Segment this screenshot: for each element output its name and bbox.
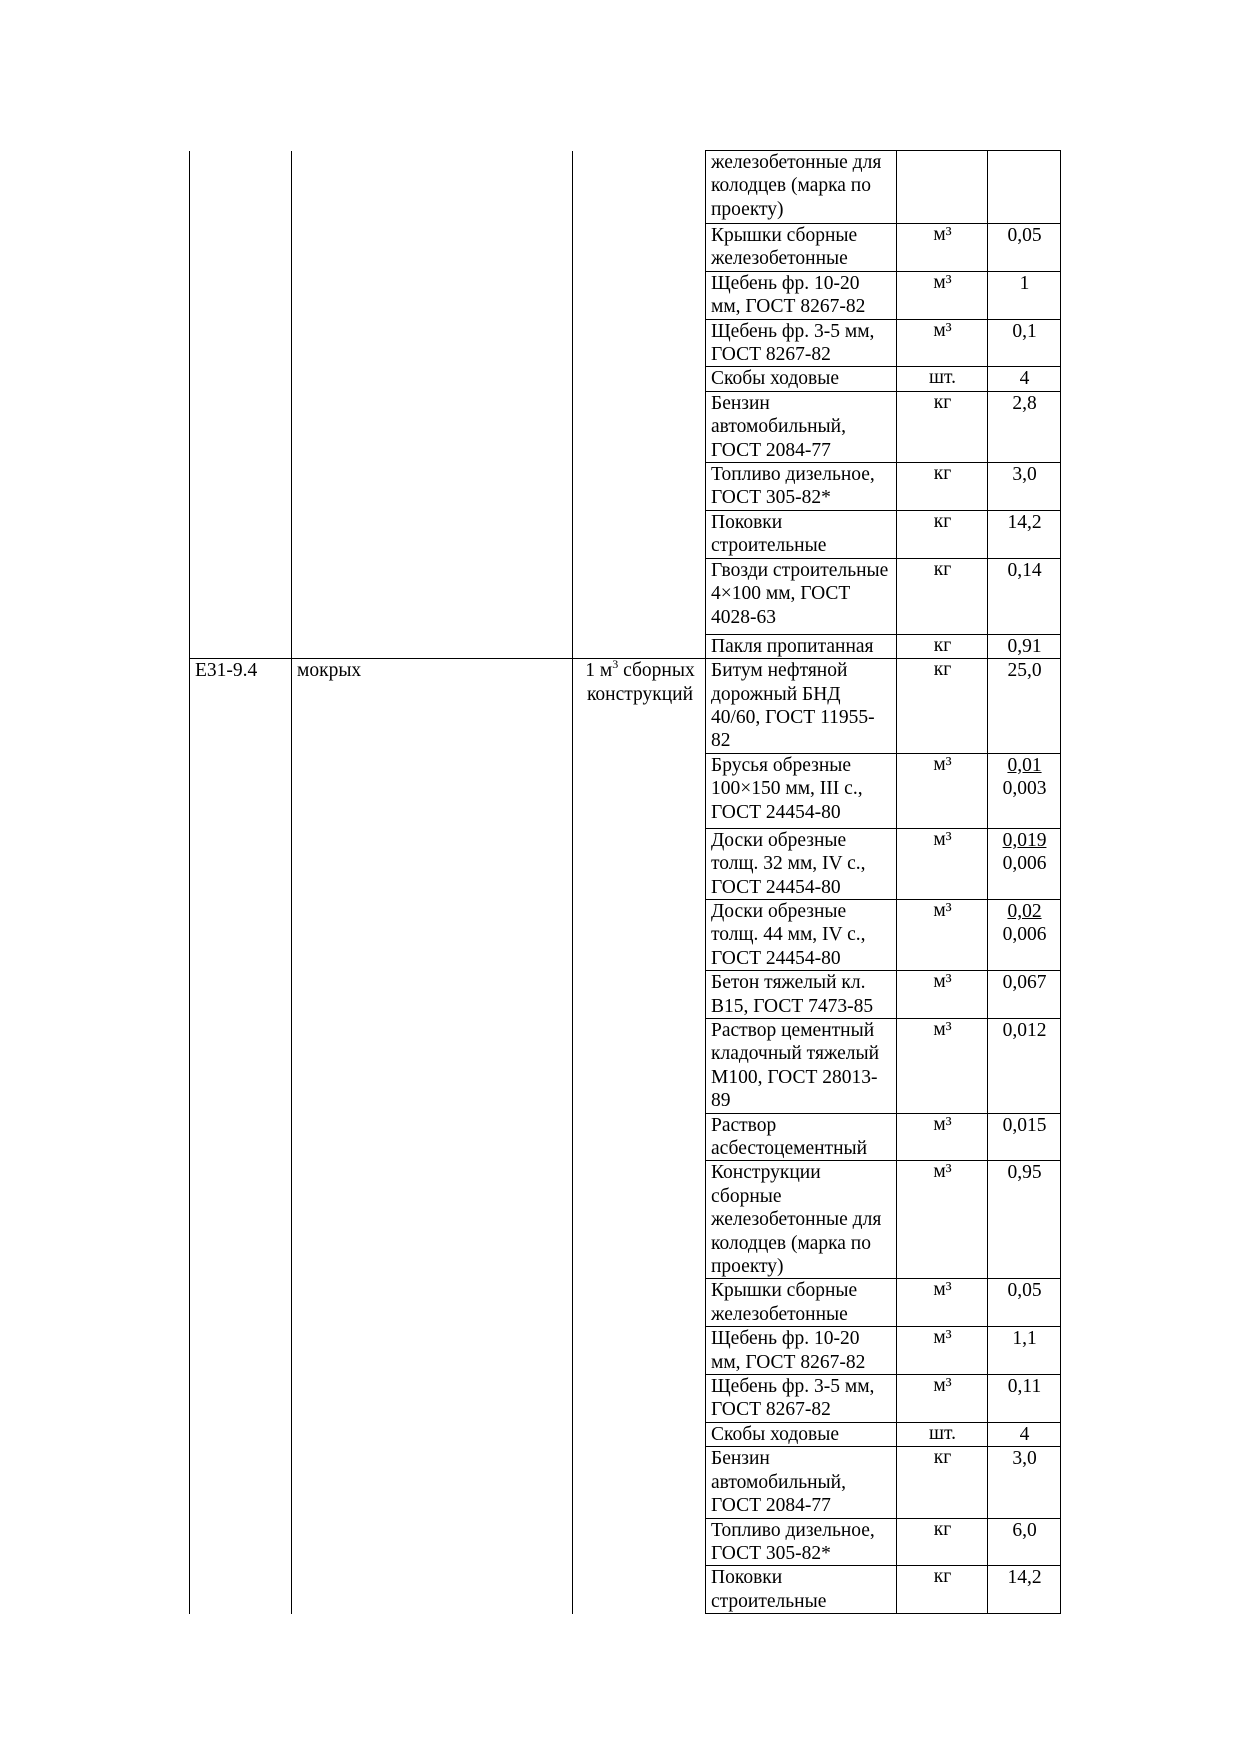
unit-of-work-cell-empty <box>573 367 706 391</box>
table-row <box>190 753 1061 828</box>
quantity-cell <box>988 391 1061 462</box>
unit-cell <box>897 753 988 828</box>
code-cell-empty <box>190 1518 292 1566</box>
unit-cell <box>897 319 988 367</box>
measure-unit-text: м³ <box>933 319 952 341</box>
quantity-value: 3,0 <box>1012 464 1037 486</box>
unit-of-work-cell-empty <box>573 510 706 558</box>
table-row <box>190 899 1061 970</box>
material-cell: Битум нефтяной дорожный БНД 40/60, ГОСТ 11955-82 <box>706 659 897 754</box>
unit-of-work-cell-empty <box>573 391 706 462</box>
quantity-value: 0,05 <box>1007 225 1042 246</box>
code-cell-empty <box>190 367 292 391</box>
material-cell: Поковки строительные <box>706 1566 897 1614</box>
unit-of-work-cell-empty <box>573 1422 706 1446</box>
quantity-cell <box>988 1518 1061 1566</box>
table-row <box>190 391 1061 462</box>
code-cell-empty <box>190 224 292 272</box>
table-row <box>190 463 1061 511</box>
unit-of-work-cell-empty <box>573 1375 706 1423</box>
table-row <box>190 659 1061 754</box>
name-cell-empty <box>292 510 573 558</box>
code-cell-empty <box>190 971 292 1019</box>
measure-unit-text: м³ <box>933 271 952 293</box>
name-cell-empty <box>292 271 573 319</box>
name-cell-empty <box>292 463 573 511</box>
unit-cell <box>897 1518 988 1566</box>
measure-unit-text: кг <box>933 659 952 681</box>
code-cell-empty <box>190 634 292 658</box>
code-cell-empty <box>190 753 292 828</box>
table-row <box>190 1161 1061 1279</box>
unit-cell <box>897 151 988 224</box>
material-cell: Щебень фр. 10-20 мм, ГОСТ 8267-82 <box>706 1327 897 1375</box>
code-cell-empty <box>190 899 292 970</box>
quantity-value: 0,95 <box>1007 1162 1042 1184</box>
table-row <box>190 510 1061 558</box>
unit-cell <box>897 1327 988 1375</box>
quantity-value: 4 <box>1019 368 1030 390</box>
quantity-cell <box>988 828 1061 899</box>
unit-of-work-cell-empty <box>573 1327 706 1375</box>
quantity-value: 6,0 <box>1012 1519 1037 1541</box>
quantity-cell <box>988 899 1061 970</box>
quantity-value-secondary: 0,006 <box>1002 853 1047 875</box>
unit-cell <box>897 659 988 754</box>
measure-unit-text: м³ <box>933 1375 952 1397</box>
table-row <box>190 1518 1061 1566</box>
quantity-cell <box>988 1018 1061 1113</box>
unit-of-work-cell-empty <box>573 971 706 1019</box>
table-row <box>190 558 1061 634</box>
unit-cell <box>897 224 988 272</box>
code-cell-empty <box>190 151 292 224</box>
measure-unit-text: кг <box>933 391 952 413</box>
code-cell-empty <box>190 463 292 511</box>
quantity-cell <box>988 463 1061 511</box>
code-cell-empty <box>190 1375 292 1423</box>
quantity-value: 1 <box>1019 272 1030 294</box>
measure-unit-text: шт. <box>929 367 956 389</box>
unit-of-work-cell-empty <box>573 319 706 367</box>
quantity-cell <box>988 1375 1061 1423</box>
unit-of-work-cell-empty <box>573 1566 706 1614</box>
unit-of-work-cell <box>573 659 706 754</box>
measure-unit-text: кг <box>933 510 952 532</box>
name-cell-empty <box>292 319 573 367</box>
measure-unit-text: м³ <box>933 828 952 850</box>
quantity-value: 4 <box>1019 1423 1030 1445</box>
quantity-value: 14,2 <box>1007 511 1042 533</box>
unit-cell <box>897 899 988 970</box>
name-cell-empty <box>292 1279 573 1327</box>
material-cell: Доски обрезные толщ. 44 мм, IV с., ГОСТ 24454-80 <box>706 899 897 970</box>
table-row <box>190 1327 1061 1375</box>
table-row <box>190 224 1061 272</box>
quantity-value: 2,8 <box>1012 392 1037 414</box>
table-row <box>190 319 1061 367</box>
material-cell: Гвозди строительные 4×100 мм, ГОСТ 4028-63 <box>706 558 897 634</box>
quantity-cell <box>988 1447 1061 1518</box>
quantity-cell <box>988 1161 1061 1279</box>
name-cell-empty <box>292 1447 573 1518</box>
quantity-value: 25,0 <box>1007 660 1042 682</box>
unit-cell <box>897 1161 988 1279</box>
unit-of-work-cell-empty <box>573 1518 706 1566</box>
measure-unit-text: м³ <box>933 1113 952 1135</box>
measure-unit-text: м³ <box>933 1279 952 1301</box>
measure-unit-text: кг <box>933 558 952 580</box>
material-cell: Брусья обрезные 100×150 мм, III с., ГОСТ 24454-80 <box>706 753 897 828</box>
name-cell-empty <box>292 1113 573 1161</box>
material-cell: Бензин автомобильный, ГОСТ 2084-77 <box>706 391 897 462</box>
unit-of-work-line2: сборных <box>618 660 695 682</box>
unit-of-work-cell-empty <box>573 828 706 899</box>
quantity-value: 0,11 <box>1007 1376 1042 1398</box>
unit-of-work-cell-empty <box>573 634 706 658</box>
name-cell-empty <box>292 1018 573 1113</box>
quantity-cell <box>988 224 1061 272</box>
code-cell-empty <box>190 510 292 558</box>
table-row <box>190 828 1061 899</box>
name-cell-empty <box>292 1161 573 1279</box>
material-cell: Топливо дизельное, ГОСТ 305-82* <box>706 1518 897 1566</box>
measure-unit-text: кг <box>933 1518 952 1540</box>
unit-cell <box>897 391 988 462</box>
code-cell-empty <box>190 1279 292 1327</box>
name-cell-empty <box>292 391 573 462</box>
quantity-cell <box>988 1422 1061 1446</box>
quantity-cell <box>988 753 1061 828</box>
material-cell: Топливо дизельное, ГОСТ 305-82* <box>706 463 897 511</box>
table-row <box>190 1447 1061 1518</box>
unit-of-work-cell-empty <box>573 753 706 828</box>
material-cell: Щебень фр. 3-5 мм, ГОСТ 8267-82 <box>706 319 897 367</box>
measure-unit-text: м³ <box>933 1018 952 1040</box>
name-cell-empty <box>292 1422 573 1446</box>
quantity-value: 0,02 <box>1007 900 1042 922</box>
code-cell-empty <box>190 1447 292 1518</box>
code-cell-empty <box>190 1113 292 1161</box>
material-cell: Щебень фр. 3-5 мм, ГОСТ 8267-82 <box>706 1375 897 1423</box>
name-cell-empty <box>292 151 573 224</box>
code-cell-empty <box>190 558 292 634</box>
measure-unit-text: кг <box>933 634 952 656</box>
unit-cell <box>897 1375 988 1423</box>
quantity-cell <box>988 367 1061 391</box>
unit-cell <box>897 971 988 1019</box>
table-row <box>190 634 1061 658</box>
material-cell: Бензин автомобильный, ГОСТ 2084-77 <box>706 1447 897 1518</box>
unit-cell <box>897 463 988 511</box>
measure-unit-text: кг <box>933 463 952 485</box>
name-cell-empty <box>292 753 573 828</box>
material-cell: Крышки сборные железобетонные <box>706 1279 897 1327</box>
unit-of-work-cell-empty <box>573 1161 706 1279</box>
unit-cell <box>897 1279 988 1327</box>
material-cell: Раствор асбестоцементный <box>706 1113 897 1161</box>
table-row <box>190 271 1061 319</box>
unit-of-work-cell-empty <box>573 558 706 634</box>
material-cell: Крышки сборные железобетонные <box>706 224 897 272</box>
quantity-value: 3,0 <box>1012 1448 1037 1470</box>
table-row <box>190 1018 1061 1113</box>
name-cell-empty <box>292 899 573 970</box>
quantity-value: 0,012 <box>1002 1019 1047 1041</box>
name-cell-empty <box>292 367 573 391</box>
unit-cell <box>897 634 988 658</box>
quantity-cell <box>988 271 1061 319</box>
quantity-value: 1,1 <box>1012 1328 1037 1350</box>
quantity-value-secondary: 0,003 <box>1002 778 1047 800</box>
table-row <box>190 1422 1061 1446</box>
measure-unit-text: м³ <box>933 224 952 245</box>
material-cell: Бетон тяжелый кл. В15, ГОСТ 7473-85 <box>706 971 897 1019</box>
material-cell: Конструкции сборные железобетонные для колодцев (марка по проекту) <box>706 1161 897 1279</box>
material-cell: Раствор цементный кладочный тяжелый М100, ГОСТ 28013-89 <box>706 1018 897 1113</box>
unit-of-work-cell-empty <box>573 224 706 272</box>
material-cell: Пакля пропитанная <box>706 634 897 658</box>
unit-of-work-cell-empty <box>573 1447 706 1518</box>
code-cell-empty <box>190 828 292 899</box>
quantity-cell <box>988 1279 1061 1327</box>
norm-code-cell: Е31-9.4 <box>190 659 292 754</box>
quantity-cell <box>988 510 1061 558</box>
name-cell-empty <box>292 558 573 634</box>
unit-cell <box>897 1447 988 1518</box>
code-cell-empty <box>190 1018 292 1113</box>
name-cell-empty <box>292 1566 573 1614</box>
quantity-cell <box>988 1566 1061 1614</box>
material-cell: Щебень фр. 10-20 мм, ГОСТ 8267-82 <box>706 271 897 319</box>
quantity-value: 0,015 <box>1002 1114 1047 1136</box>
unit-cell <box>897 510 988 558</box>
quantity-value: 0,067 <box>1002 972 1047 994</box>
code-cell-empty <box>190 1566 292 1614</box>
table-row <box>190 1113 1061 1161</box>
name-cell-empty <box>292 971 573 1019</box>
norms-table-body <box>190 151 1061 1614</box>
quantity-cell <box>988 319 1061 367</box>
name-cell-empty <box>292 1327 573 1375</box>
quantity-cell <box>988 971 1061 1019</box>
quantity-value: 0,019 <box>1002 829 1047 851</box>
name-cell-empty <box>292 1375 573 1423</box>
table-row <box>190 367 1061 391</box>
quantity-value: 0,1 <box>1012 320 1037 342</box>
table-row <box>190 1279 1061 1327</box>
unit-cell <box>897 828 988 899</box>
unit-cell <box>897 367 988 391</box>
unit-of-work-cell-empty <box>573 151 706 224</box>
measure-unit-text: м³ <box>933 899 952 921</box>
material-cell: Скобы ходовые <box>706 367 897 391</box>
table-row <box>190 151 1061 224</box>
quantity-value: 0,01 <box>1007 754 1042 776</box>
unit-of-work-line3: конструкций <box>586 683 694 705</box>
quantity-value-secondary: 0,006 <box>1002 924 1047 946</box>
measure-unit-text: м³ <box>933 971 952 993</box>
unit-of-work-cell-empty <box>573 1113 706 1161</box>
code-cell-empty <box>190 319 292 367</box>
material-cell: Доски обрезные толщ. 32 мм, IV с., ГОСТ 24454-80 <box>706 828 897 899</box>
unit-of-work-line1: 1 м <box>585 660 613 682</box>
table-row <box>190 1566 1061 1614</box>
unit-cell <box>897 1018 988 1113</box>
quantity-cell <box>988 1327 1061 1375</box>
table-row <box>190 1375 1061 1423</box>
unit-cell <box>897 1566 988 1614</box>
unit-of-work-cell-empty <box>573 1018 706 1113</box>
materials-norms-table <box>189 150 1061 1614</box>
unit-cell <box>897 271 988 319</box>
name-cell-empty <box>292 634 573 658</box>
measure-unit-text: кг <box>933 1566 952 1588</box>
unit-cell <box>897 1422 988 1446</box>
measure-unit-text: кг <box>933 1447 952 1469</box>
work-name-cell: мокрых <box>292 659 573 754</box>
name-cell-empty <box>292 1518 573 1566</box>
quantity-cell <box>988 1113 1061 1161</box>
unit-of-work-sup: 3 <box>612 658 619 672</box>
quantity-cell <box>988 659 1061 754</box>
name-cell-empty <box>292 224 573 272</box>
quantity-cell <box>988 634 1061 658</box>
material-cell: Скобы ходовые <box>706 1422 897 1446</box>
measure-unit-text: м³ <box>933 753 952 775</box>
unit-cell <box>897 558 988 634</box>
quantity-cell <box>988 558 1061 634</box>
quantity-cell <box>988 151 1061 224</box>
code-cell-empty <box>190 271 292 319</box>
quantity-value: 14,2 <box>1007 1567 1042 1589</box>
unit-of-work-cell-empty <box>573 463 706 511</box>
material-cell: железобетонные для колодцев (марка по проекту) <box>706 151 897 224</box>
unit-of-work-cell-empty <box>573 271 706 319</box>
code-cell-empty <box>190 1327 292 1375</box>
unit-of-work-cell-empty <box>573 1279 706 1327</box>
unit-cell <box>897 1113 988 1161</box>
measure-unit-text: шт. <box>929 1422 956 1444</box>
quantity-value: 0,91 <box>1007 635 1042 657</box>
name-cell-empty <box>292 828 573 899</box>
unit-of-work-cell-empty <box>573 899 706 970</box>
measure-unit-text: м³ <box>933 1161 952 1183</box>
measure-unit-text: м³ <box>933 1327 952 1349</box>
quantity-value: 0,05 <box>1007 1280 1042 1302</box>
code-cell-empty <box>190 1161 292 1279</box>
material-cell: Поковки строительные <box>706 510 897 558</box>
table-row <box>190 971 1061 1019</box>
code-cell-empty <box>190 1422 292 1446</box>
quantity-value: 0,14 <box>1007 559 1042 581</box>
code-cell-empty <box>190 391 292 462</box>
